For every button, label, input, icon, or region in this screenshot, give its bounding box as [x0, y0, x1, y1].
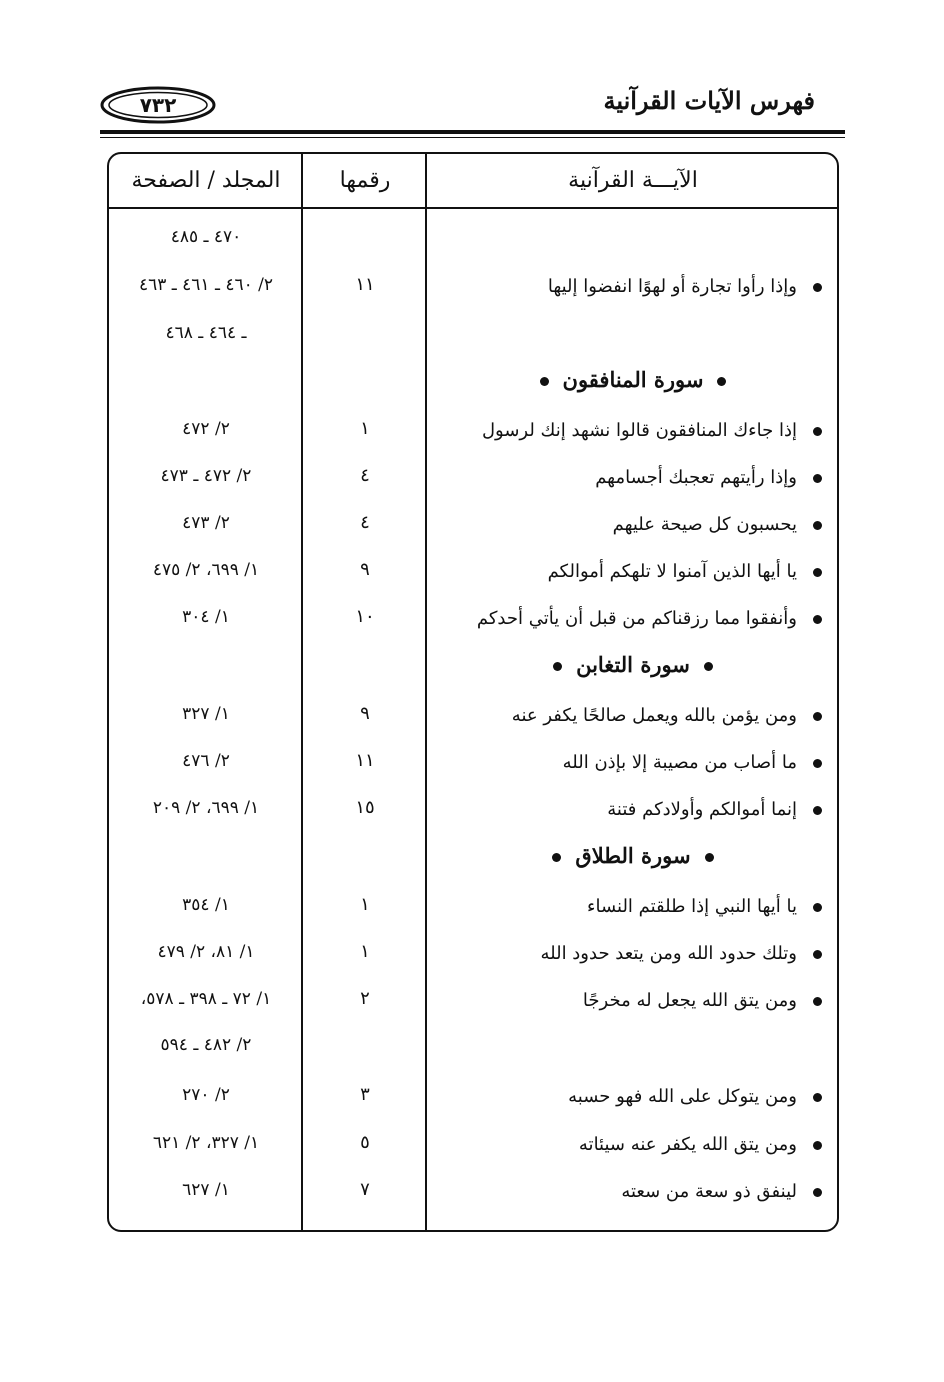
verse-cell [595, 463, 822, 493]
volume-page-cell: ١/ ٦٢٧ [182, 1180, 230, 1200]
verse-number-cell: ٤ [360, 512, 370, 533]
header-rule [100, 130, 845, 134]
verse-text: يا أيها النبي إذا طلقتم النساء [587, 896, 797, 917]
verse-text: إنما أموالكم وأولادكم فتنة [607, 799, 797, 820]
page-number-badge [100, 86, 216, 124]
verse-cell [540, 939, 822, 969]
verse-number-cell: ١ [360, 894, 370, 915]
volume-page-cell: ٢/ ٤٧٢ [182, 419, 230, 439]
column-header-number: رقمها [339, 168, 391, 193]
volume-page-cell: ١/ ٣٠٤ [182, 607, 230, 627]
bullet-icon [704, 662, 713, 671]
volume-page-cell: ٢/ ٢٧٠ [182, 1085, 230, 1105]
verse-cell [621, 1177, 822, 1207]
verse-cell [548, 557, 822, 587]
verse-text: ومن يتوكل على الله فهو حسبه [568, 1086, 797, 1107]
volume-page-cell: ١/ ٧٢ ـ ٣٩٨ ـ ٥٧٨، [140, 989, 272, 1009]
verse-text: ومن يتق الله يكفر عنه سيئاته [578, 1134, 797, 1155]
page-title: فهرس الآيات القرآنية [603, 86, 815, 115]
verse-number-cell: ٧ [360, 1179, 370, 1200]
page-number: ٧٣٢ [139, 93, 177, 117]
verse-number-cell: ١١ [355, 750, 375, 771]
verse-cell [607, 795, 822, 825]
verse-text: وأنفقوا مما رزقناكم من قبل أن يأتي أحدكم [476, 608, 797, 629]
verse-number-cell: ١ [360, 941, 370, 962]
verse-cell [563, 748, 822, 778]
surah-name: سورة التغابن [576, 652, 690, 677]
column-divider-right [425, 152, 427, 1232]
surah-heading [428, 364, 838, 396]
surah-name: سورة المنافقون [562, 367, 704, 392]
verse-text: ومن يؤمن بالله ويعمل صالحًا يكفر عنه [511, 705, 797, 726]
header-rule-thin [100, 137, 845, 138]
verse-cell [482, 416, 822, 446]
volume-page-cell: ٤٧٠ ـ ٤٨٥ [170, 227, 242, 247]
surah-name: سورة الطلاق [575, 843, 691, 868]
verse-text: لينفق ذو سعة من سعته [621, 1181, 797, 1202]
bullet-icon [813, 615, 822, 624]
bullet-icon [553, 662, 562, 671]
verse-text: يا أيها الذين آمنوا لا تلهكم أموالكم [547, 561, 797, 582]
bullet-icon [813, 806, 822, 815]
volume-page-cell: ١/ ٣٥٤ [182, 895, 230, 915]
bullet-icon [717, 377, 726, 386]
bullet-icon [813, 283, 822, 292]
bullet-icon [813, 1093, 822, 1102]
verse-number-cell: ٩ [360, 559, 370, 580]
volume-page-cell: ١/ ٦٩٩، ٢/ ٤٧٥ [152, 560, 260, 580]
verse-cell [579, 1130, 822, 1160]
verse-text: وتلك حدود الله ومن يتعد حدود الله [540, 943, 797, 964]
bullet-icon [813, 950, 822, 959]
volume-page-cell: ٢/ ٤٧٦ [182, 751, 230, 771]
volume-page-cell: ٢/ ٤٨٢ ـ ٥٩٤ [160, 1035, 252, 1055]
verse-number-cell: ١١ [355, 274, 375, 295]
page-header [100, 84, 845, 128]
index-table [107, 152, 839, 1232]
volume-page-cell: ٢/ ٤٦٠ ـ ٤٦١ ـ ٤٦٣ [138, 275, 274, 295]
bullet-icon [813, 712, 822, 721]
volume-page-cell: ـ ٤٦٤ ـ ٤٦٨ [165, 323, 247, 343]
verse-number-cell: ١٥ [355, 797, 375, 818]
verse-cell [477, 604, 822, 634]
verse-text: ومن يتق الله يجعل له مخرجًا [582, 990, 797, 1011]
verse-number-cell: ٣ [360, 1084, 370, 1105]
verse-cell [587, 892, 822, 922]
surah-heading [428, 649, 838, 681]
bullet-icon [813, 521, 822, 530]
bullet-icon [705, 853, 714, 862]
volume-page-cell: ٢/ ٤٧٣ [182, 513, 230, 533]
verse-number-cell: ٤ [360, 465, 370, 486]
bullet-icon [813, 474, 822, 483]
verse-text: ما أصاب من مصيبة إلا بإذن الله [562, 752, 797, 773]
bullet-icon [813, 759, 822, 768]
column-header-volume-page: المجلد / الصفحة [131, 168, 281, 193]
bullet-icon [552, 853, 561, 862]
verse-cell [512, 701, 822, 731]
verse-number-cell: ٢ [360, 988, 370, 1009]
bullet-icon [813, 568, 822, 577]
volume-page-cell: ١/ ٣٢٧ [182, 704, 230, 724]
bullet-icon [540, 377, 549, 386]
volume-page-cell: ١/ ٣٢٧، ٢/ ٦٢١ [152, 1133, 260, 1153]
volume-page-cell: ٢/ ٤٧٢ ـ ٤٧٣ [160, 466, 252, 486]
bullet-icon [813, 997, 822, 1006]
header-divider [108, 207, 838, 209]
bullet-icon [813, 427, 822, 436]
volume-page-cell: ١/ ٦٩٩، ٢/ ٢٠٩ [152, 798, 260, 818]
verse-text: إذا جاءك المنافقون قالوا نشهد إنك لرسول [481, 420, 797, 441]
verse-cell [568, 1082, 822, 1112]
verse-text: وإذا رأيتهم تعجبك أجسامهم [595, 467, 797, 488]
volume-page-cell: ١/ ٨١، ٢/ ٤٧٩ [157, 942, 255, 962]
verse-text: وإذا رأوا تجارة أو لهوًا انفضوا إليها [547, 276, 797, 297]
bullet-icon [813, 903, 822, 912]
verse-number-cell: ١ [360, 418, 370, 439]
column-header-verse: الآيـــة القرآنية [568, 168, 698, 193]
verse-cell [548, 272, 822, 302]
verse-cell [613, 510, 822, 540]
surah-heading [428, 840, 838, 872]
verse-number-cell: ٩ [360, 703, 370, 724]
bullet-icon [813, 1188, 822, 1197]
verse-number-cell: ٥ [360, 1132, 370, 1153]
verse-number-cell: ١٠ [355, 606, 375, 627]
verse-cell [583, 986, 822, 1016]
bullet-icon [813, 1141, 822, 1150]
verse-text: يحسبون كل صيحة عليهم [612, 514, 797, 535]
column-divider-left [301, 152, 303, 1232]
